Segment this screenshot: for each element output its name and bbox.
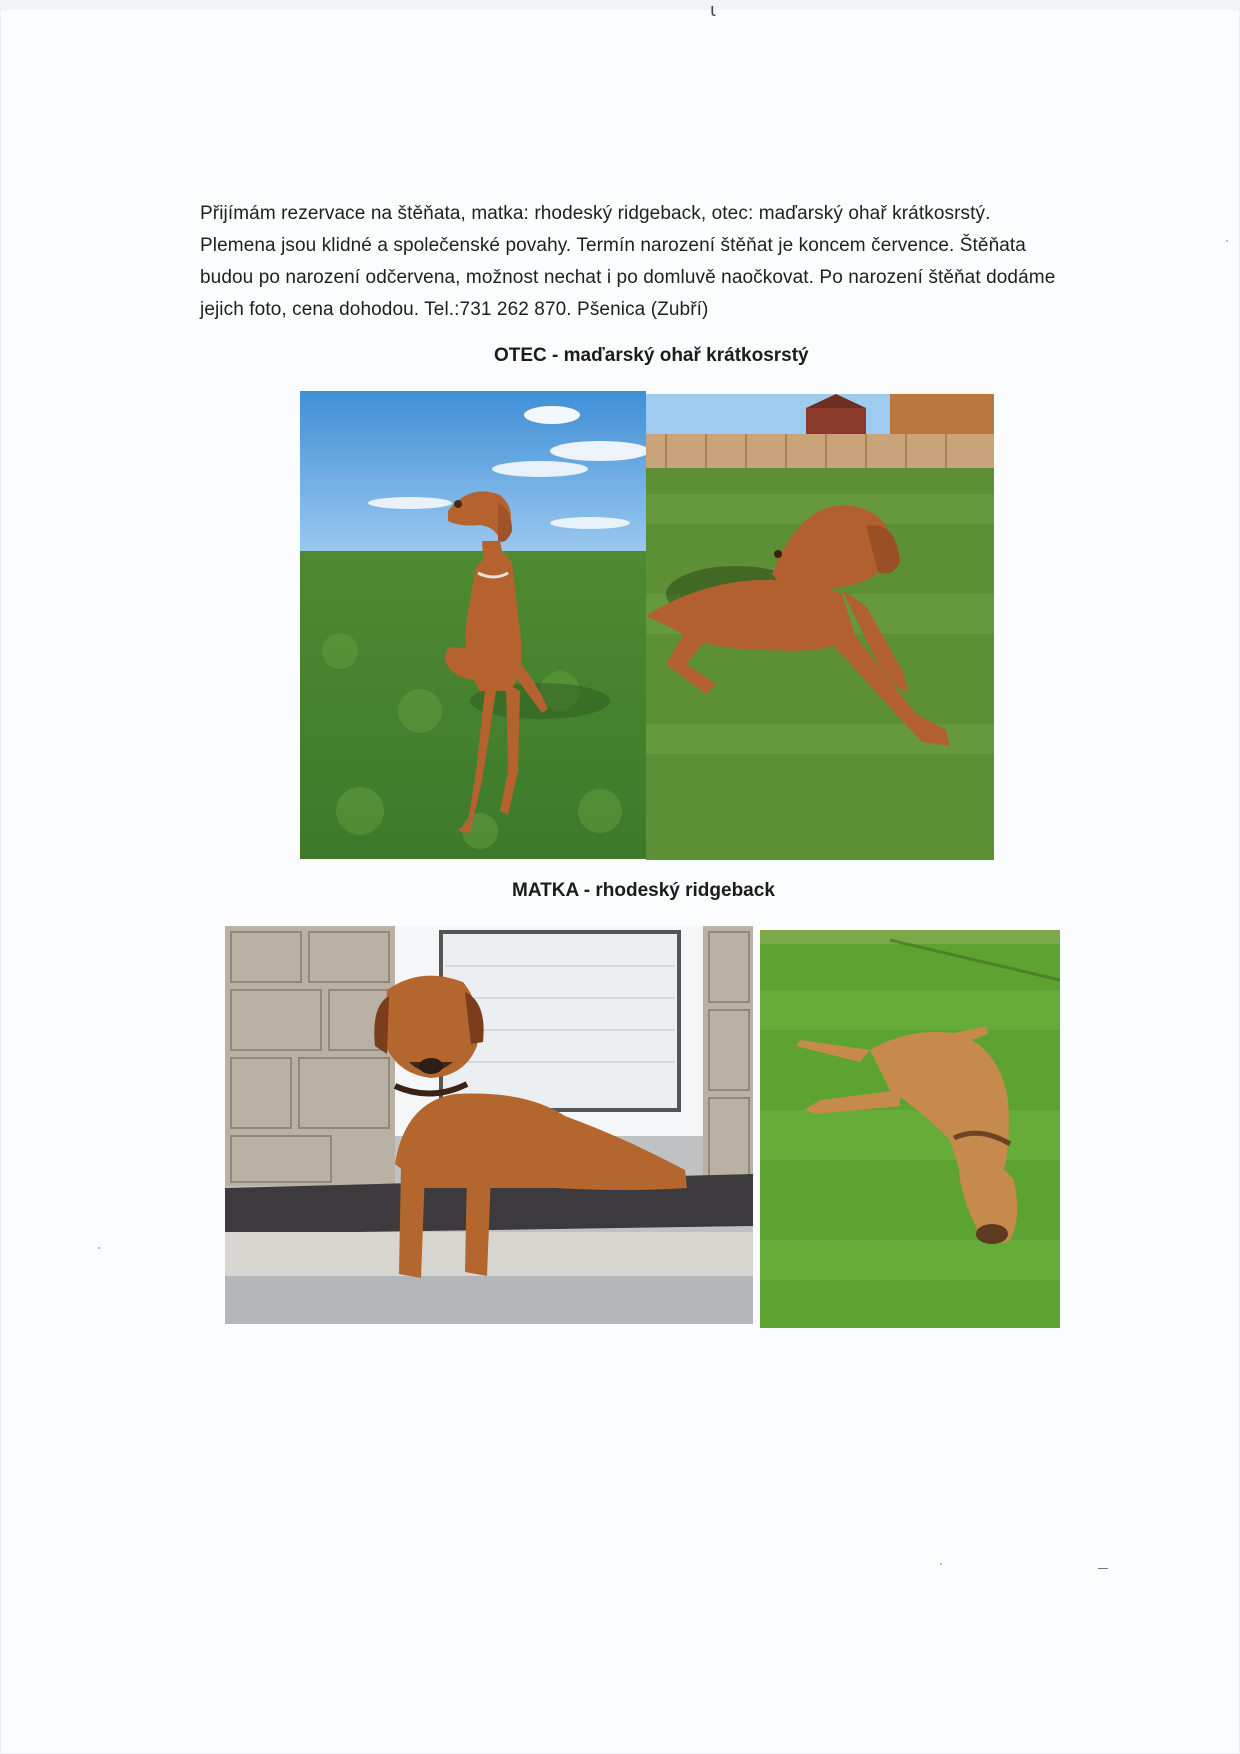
- scan-speck: [1226, 240, 1228, 242]
- father-caption: OTEC - maďarský ohař krátkosrstý: [494, 345, 809, 366]
- father-photo-sitting: [300, 391, 646, 859]
- father-photo-lying: [646, 394, 994, 860]
- intro-line: budou po narození odčervena, možnost nechat i po domluvě naočkovat. Po narození štěňat dodáme: [200, 267, 1056, 288]
- scan-top-edge: [0, 0, 1240, 10]
- mother-photo-doorstep: [225, 926, 753, 1324]
- intro-line: Plemena jsou klidné a společenské povahy. Termín narození štěňat je koncem července. Štěňata: [200, 235, 1026, 256]
- scan-mark: ɩ: [710, 0, 717, 21]
- mother-photo-lawn: [760, 930, 1060, 1328]
- intro-paragraph: [200, 198, 1100, 326]
- intro-line: Přijímám rezervace na štěňata, matka: rhodeský ridgeback, otec: maďarský ohař krátkosrstý.: [200, 203, 991, 224]
- mother-caption: MATKA - rhodeský ridgeback: [512, 880, 775, 901]
- scan-speck: [940, 1563, 942, 1565]
- scan-speck: [98, 1247, 100, 1249]
- scan-dash: [1098, 1568, 1108, 1569]
- intro-line: jejich foto, cena dohodou. Tel.:731 262 870. Pšenica (Zubří): [200, 299, 709, 320]
